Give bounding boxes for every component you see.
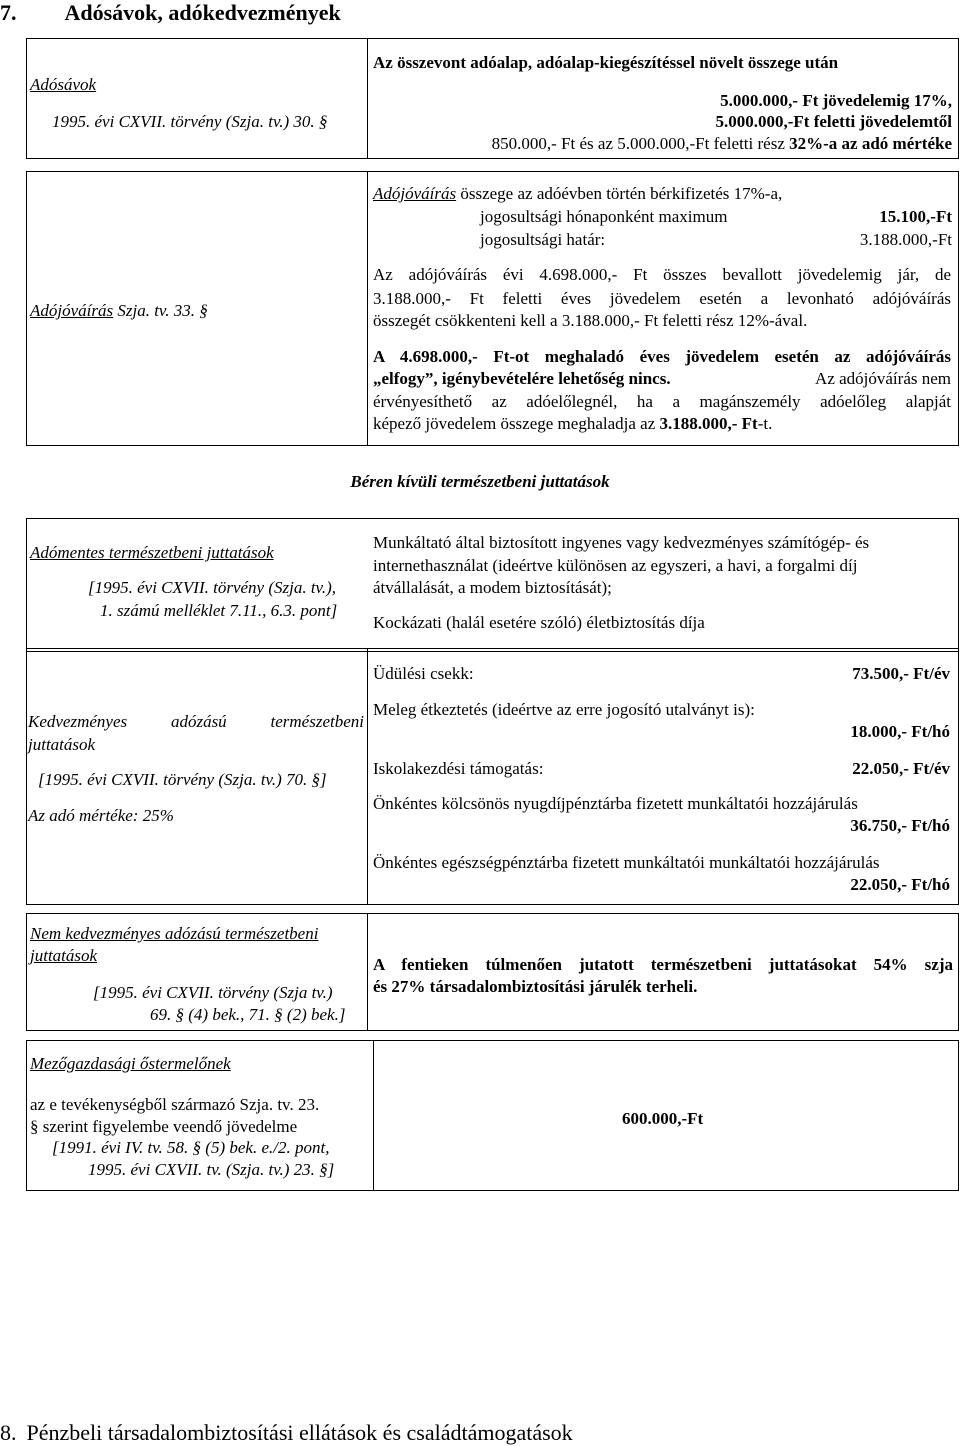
kedv-item-4-value: 36.750,- Ft/hó: [850, 816, 950, 835]
kedvezmenyes-rate: Az adó mértéke: 25%: [28, 806, 174, 825]
adojovairas-p1-l1: [373, 184, 782, 204]
section-7-heading: [0, 0, 341, 26]
adojovairas-p3-l2: [373, 369, 951, 389]
adojovairas-p2-l1: Az adójóváírás évi 4.698.000,- Ft összes bevallott jövedelemig jár, de: [373, 265, 951, 284]
adojovairas-divider: [367, 171, 368, 446]
mezogazdasagi-label: Mezőgazdasági őstermelőnek: [30, 1054, 231, 1073]
kedvezmenyes-label-l1: Kedvezményes adózású természetbeni: [28, 712, 364, 731]
adosavok-intro: Az összevont adóalap, adóalap-kiegészítéssel növelt összege után: [373, 53, 839, 72]
adojovairas-p1-l3-label: jogosultsági határ:: [480, 230, 606, 249]
adojovairas-p3-l4-a: képező jövedelem összege meghaladja az: [373, 414, 660, 433]
adojovairas-p2-l3: összegét csökkenteni kell a 3.188.000,- Ft feletti rész 12%-ával.: [373, 311, 808, 330]
adomentes-t3: átvállalását, a modem biztosítását);: [373, 578, 612, 597]
mezogazdasagi-divider: [373, 1040, 374, 1191]
kedv-item-2-value: 18.000,- Ft/hó: [850, 722, 950, 741]
nem-kedvezmenyes-text-l2: és 27% társadalombiztosítási járulék terheli.: [373, 977, 698, 996]
section-8-title: Pénzbeli társadalombiztosítási ellátások és családtámogatások: [26, 1420, 573, 1445]
mezogazdasagi-l2: § szerint figyelembe veendő jövedelme: [30, 1117, 298, 1136]
nem-kedvezmenyes-divider: [367, 913, 368, 1031]
adojovairas-p3-l2-rest: Az adójóváírás nem: [815, 369, 951, 388]
kedv-item-5-value: 22.050,- Ft/hó: [850, 875, 950, 894]
kedv-item-1-label: Üdülési csekk:: [373, 664, 474, 683]
beren-kivuli-heading: Béren kívüli természetbeni juttatások: [350, 472, 610, 491]
nem-kedvezmenyes-law-l1: [1995. évi CXVII. törvény (Szja tv.): [93, 983, 333, 1002]
adosavok-law: 1995. évi CXVII. törvény (Szja. tv.) 30. §: [52, 112, 328, 131]
section-8-number: 8.: [0, 1420, 17, 1445]
nem-kedvezmenyes-text-l1: A fentieken túlmenően jutatott természetbeni juttatásokat 54% szja: [373, 955, 953, 974]
adomentes-t4: Kockázati (halál esetére szóló) életbiztosítás díja: [373, 613, 705, 632]
kedvezmenyes-divider: [367, 648, 368, 905]
adojovairas-p3-l4-b: 3.188.000,- Ft: [659, 414, 758, 433]
adomentes-t1: Munkáltató által biztosított ingyenes vagy kedvezményes számítógép- és: [373, 533, 870, 552]
adojovairas-p1-l2-value: 15.100,-Ft: [879, 207, 952, 226]
adojovairas-p1-l3-value: 3.188.000,-Ft: [859, 230, 952, 249]
adosavok-divider: [367, 38, 368, 159]
nem-kedvezmenyes-law-l2: 69. § (4) bek., 71. § (2) bek.]: [150, 1005, 346, 1024]
adomentes-law-l2: 1. számú melléklet 7.11., 6.3. pont]: [100, 601, 338, 620]
mezogazdasagi-l4: 1995. évi CXVII. tv. (Szja. tv.) 23. §]: [88, 1160, 335, 1179]
adosavok-line3: [492, 134, 952, 154]
section-title: Adósávok, adókedvezmények: [64, 0, 341, 25]
kedvezmenyes-label-l2: juttatások: [28, 735, 96, 754]
adojovairas-label-text: Adójóváírás: [30, 301, 114, 320]
mezogazdasagi-value: 600.000,-Ft: [622, 1109, 704, 1128]
adosavok-line1: 5.000.000,- Ft jövedelemig 17%,: [720, 91, 952, 110]
mezogazdasagi-l3: [1991. évi IV. tv. 58. § (5) bek. e./2. pont,: [52, 1138, 330, 1157]
adomentes-t2: internethasználat (ideértve különösen az egyszeri, a havi, a forgalmi díj: [373, 556, 858, 575]
adosavok-line3-a: 850.000,- Ft és az 5.000.000,-Ft feletti rész: [491, 134, 790, 153]
kedv-item-3-value: 22.050,- Ft/év: [852, 759, 950, 778]
adojovairas-p2-l2: 3.188.000,- Ft feletti éves jövedelem esetén a levonható adójóváírás: [373, 289, 951, 308]
adojovairas-p3-l4: [373, 414, 772, 434]
kedvezmenyes-law: [1995. évi CXVII. törvény (Szja. tv.) 70. §]: [38, 770, 327, 789]
adojovairas-p1-text: összege az adóévben történ bérkifizetés 17%-a,: [456, 184, 783, 203]
adosavok-line3-b: 32%-a az adó mértéke: [789, 134, 952, 153]
kedv-item-5-label: Önkéntes egészségpénztárba fizetett munkáltatói munkáltatói hozzájárulás: [373, 853, 880, 872]
nem-kedvezmenyes-label-l2: juttatások: [30, 946, 98, 965]
adosavok-line2: 5.000.000,-Ft feletti jövedelemtől: [715, 112, 952, 131]
adojovairas-p1-term: Adójóváírás: [373, 184, 457, 203]
adojovairas-law: Szja. tv. 33. §: [113, 301, 208, 320]
kedv-item-2-label: Meleg étkeztetés (ideértve az erre jogosító utalványt is):: [373, 700, 755, 719]
section-8-heading: [0, 1420, 573, 1446]
mezogazdasagi-l1: az e tevékenységből származó Szja. tv. 23.: [30, 1095, 320, 1114]
adomentes-label: Adómentes természetbeni juttatások: [30, 543, 274, 562]
kedv-item-3-label: Iskolakezdési támogatás:: [373, 759, 544, 778]
adomentes-law-l1: [1995. évi CXVII. törvény (Szja. tv.),: [88, 578, 337, 597]
section-number: 7.: [0, 0, 17, 25]
kedv-item-4-label: Önkéntes kölcsönös nyugdíjpénztárba fizetett munkáltatói hozzájárulás: [373, 794, 858, 813]
adosavok-label: Adósávok: [30, 75, 97, 94]
adojovairas-p3-l4-c: -t.: [757, 414, 773, 433]
nem-kedvezmenyes-label-l1: Nem kedvezményes adózású természetbeni: [30, 924, 319, 943]
adojovairas-label: [30, 301, 208, 321]
adojovairas-p3-l2-bold: „elfogy”, igénybevételére lehetőség nincs.: [373, 369, 671, 388]
kedv-item-1-value: 73.500,- Ft/év: [852, 664, 950, 683]
adojovairas-p3-l1: A 4.698.000,- Ft-ot meghaladó éves jövedelem esetén az adójóváírás: [373, 347, 951, 366]
adojovairas-p3-l3: érvényesíthető az adóelőlegnél, ha a magánszemély adóelőleg alapját: [373, 392, 951, 411]
adojovairas-p1-l2-label: jogosultsági hónaponként maximum: [480, 207, 728, 226]
